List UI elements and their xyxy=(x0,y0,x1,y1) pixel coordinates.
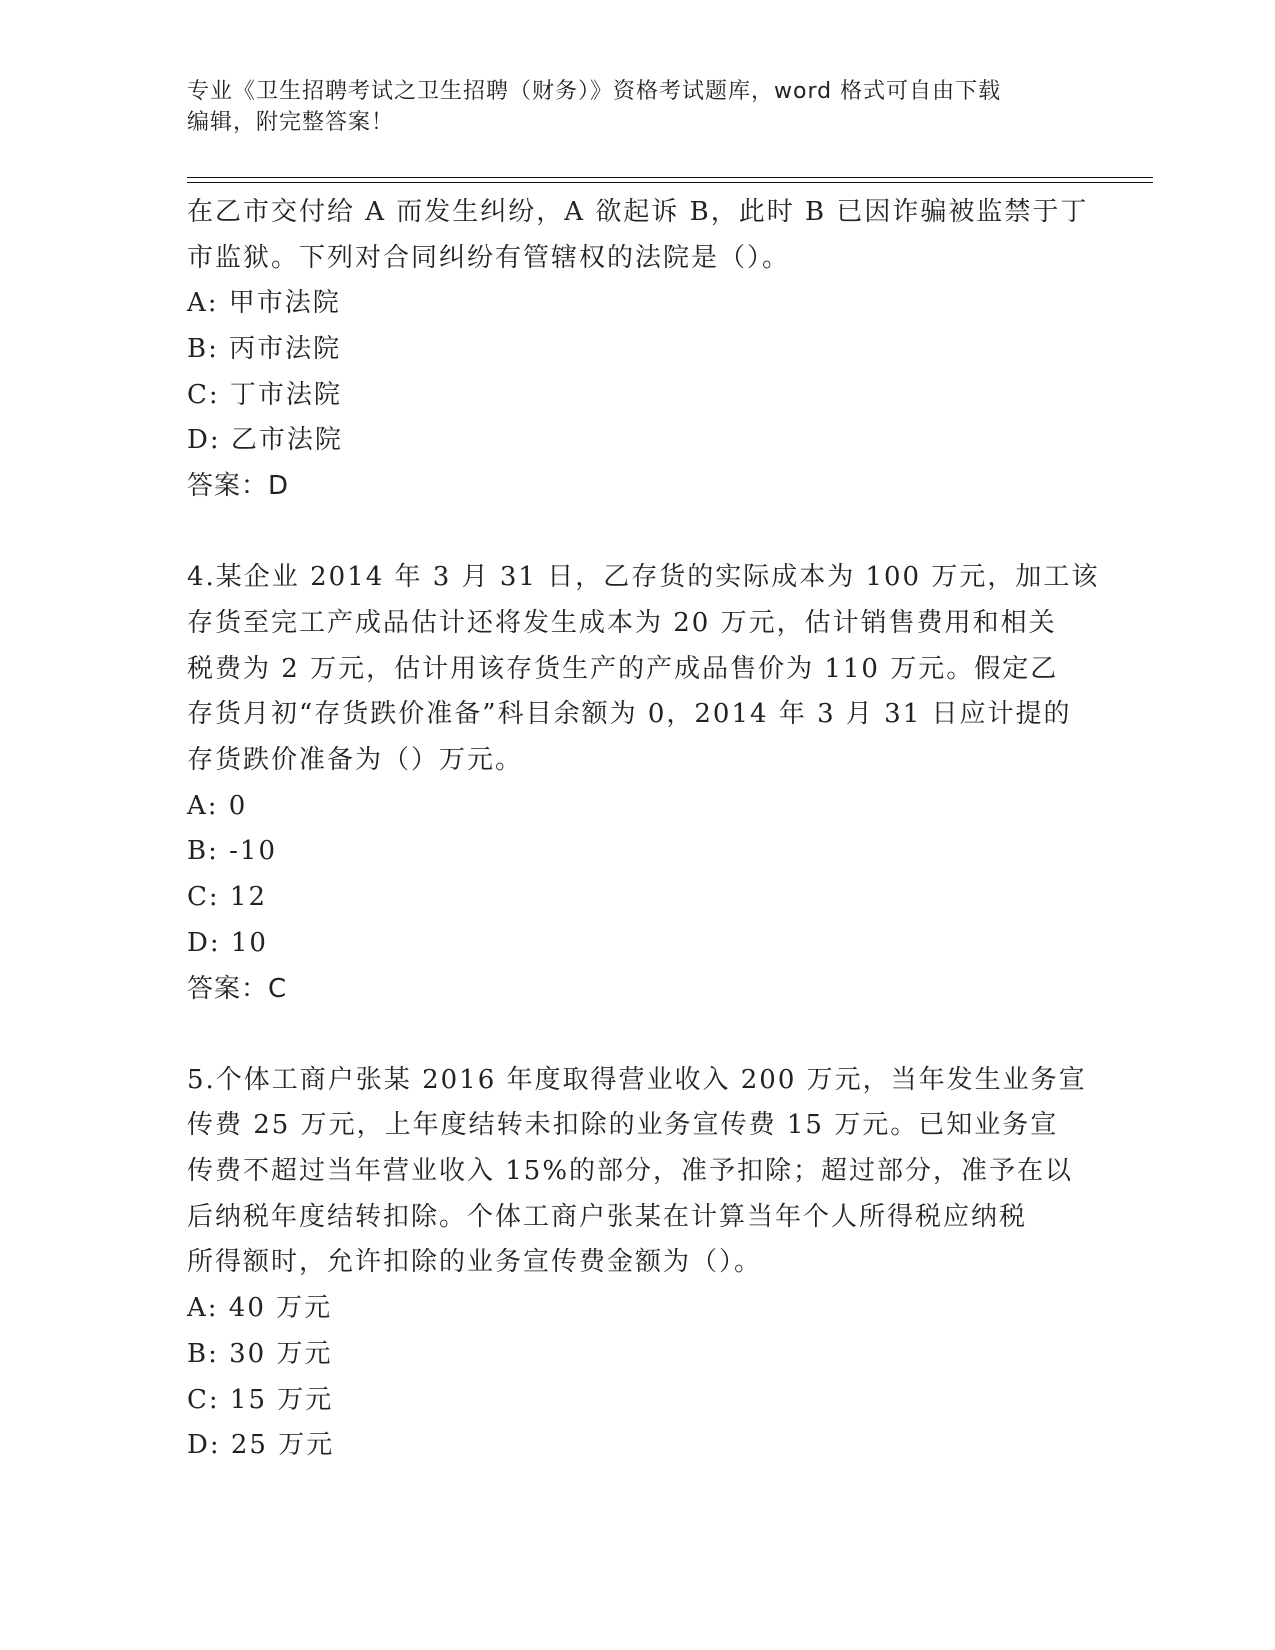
option-b: B: 丙市法院 xyxy=(187,334,342,365)
question-stem-line: 市监狱。下列对合同纠纷有管辖权的法院是（）。 xyxy=(187,242,791,273)
spacer xyxy=(187,1012,1087,1058)
question-4 xyxy=(187,555,1100,1012)
option-d: D: 10 xyxy=(187,927,268,958)
option-a: A: 甲市法院 xyxy=(187,288,341,319)
option-d: D: 乙市法院 xyxy=(187,425,343,456)
option-c: C: 12 xyxy=(187,882,268,913)
question-stem-line: 在乙市交付给 A 而发生纠纷，A 欲起诉 B，此时 B 已因诈骗被监禁于丁 xyxy=(187,197,1089,227)
question-list xyxy=(187,190,1100,1469)
question-stem-line: 存货至完工产成品估计还将发生成本为 20 万元，估计销售费用和相关 xyxy=(187,608,1057,638)
question-stem-line: 传费 25 万元，上年度结转未扣除的业务宣传费 15 万元。已知业务宣 xyxy=(187,1110,1059,1141)
option-d: D: 25 万元 xyxy=(187,1430,335,1461)
question-stem-line: 4.某企业 2014 年 3 月 31 日，乙存货的实际成本为 100 万元，加工该 xyxy=(187,562,1100,593)
question-3 xyxy=(187,190,1087,510)
document-header xyxy=(187,76,1067,138)
option-b: B: -10 xyxy=(187,836,277,867)
question-stem-line: 后纳税年度结转扣除。个体工商户张某在计算当年个人所得税应纳税 xyxy=(187,1201,1028,1232)
header-divider-bottom xyxy=(187,182,1153,183)
question-stem-line: 所得额时，允许扣除的业务宣传费金额为（）。 xyxy=(187,1247,763,1278)
option-c: C: 15 万元 xyxy=(187,1384,334,1415)
question-5 xyxy=(187,1058,1087,1469)
question-stem-line: 存货跌价准备为（）万元。 xyxy=(187,745,524,776)
question-stem-line: 传费不超过当年营业收入 15%的部分，准予扣除；超过部分，准予在以 xyxy=(187,1156,1074,1187)
option-c: C: 丁市法院 xyxy=(187,379,342,410)
option-a: A: 40 万元 xyxy=(187,1293,333,1324)
option-a: A: 0 xyxy=(187,790,248,821)
question-stem-line: 税费为 2 万元，估计用该存货生产的产成品售价为 110 万元。假定乙 xyxy=(187,653,1059,684)
question-stem-line: 5.个体工商户张某 2016 年度取得营业收入 200 万元，当年发生业务宣 xyxy=(187,1064,1087,1095)
answer-line: 答案：C xyxy=(187,973,288,1004)
answer-line: 答案：D xyxy=(187,471,290,502)
option-b: B: 30 万元 xyxy=(187,1338,333,1369)
header-title-line-1: 专业《卫生招聘考试之卫生招聘（财务）》资格考试题库，word 格式可自由下载 xyxy=(187,79,1002,104)
spacer xyxy=(187,510,1087,556)
question-stem-line: 存货月初“存货跌价准备”科目余额为 0，2014 年 3 月 31 日应计提的 xyxy=(187,699,1072,730)
header-title-line-2: 编辑，附完整答案！ xyxy=(187,110,395,135)
header-divider-top xyxy=(187,177,1153,178)
